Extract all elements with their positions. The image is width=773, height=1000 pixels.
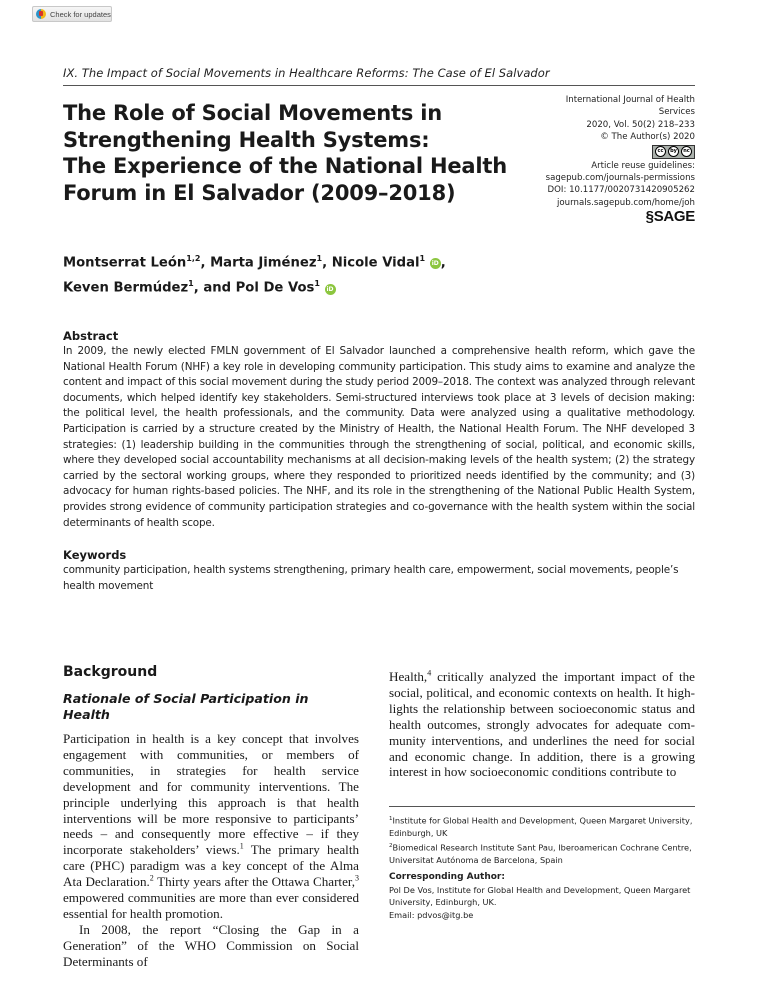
abstract-heading: Abstract bbox=[63, 329, 119, 343]
citation-ref[interactable]: 3 bbox=[355, 873, 359, 883]
abstract-section bbox=[63, 329, 695, 531]
citation-ref[interactable]: 4 bbox=[427, 668, 432, 678]
author-affiliation: 1 bbox=[188, 279, 194, 289]
journal-link[interactable]: journals.sagepub.com/home/joh bbox=[557, 197, 695, 208]
article-title bbox=[63, 100, 543, 206]
body-right-column bbox=[389, 669, 695, 780]
affiliation-number: 2 bbox=[389, 842, 393, 849]
keywords-heading: Keywords bbox=[63, 548, 127, 562]
citation-ref[interactable]: 1 bbox=[239, 841, 244, 851]
doi[interactable]: DOI: 10.1177/0020731420905262 bbox=[547, 185, 695, 196]
volume-info: 2020, Vol. 50(2) 218–233 bbox=[586, 119, 695, 130]
author-separator: , bbox=[322, 255, 332, 271]
author-affiliation: 1,2 bbox=[186, 254, 201, 263]
by-icon: by bbox=[668, 146, 679, 157]
sage-s-icon: § bbox=[645, 208, 654, 226]
orcid-icon[interactable]: iD bbox=[431, 260, 439, 268]
keywords-text: community participation, health systems strengthening, primary health care, empowerment, social movements, people’s health movement bbox=[63, 564, 679, 592]
journal-name: International Journal of Health bbox=[565, 95, 695, 105]
author-name: Marta Jiménez bbox=[210, 255, 317, 271]
citation-ref[interactable]: 2 bbox=[149, 873, 154, 883]
corresponding-author-text: Pol De Vos, Institute for Global Health and Development, Queen Margaret University, Edinburgh, UK. bbox=[389, 884, 691, 908]
copyright: © The Author(s) 2020 bbox=[600, 132, 695, 143]
reuse-label: Article reuse guidelines: bbox=[591, 160, 695, 171]
nc-icon: nc bbox=[681, 146, 692, 157]
reuse-link[interactable]: sagepub.com/journals-permissions bbox=[545, 173, 695, 184]
footnotes bbox=[389, 813, 699, 922]
corresponding-author-label: Corresponding Author: bbox=[389, 871, 505, 882]
author-name: Pol De Vos bbox=[235, 280, 315, 296]
affiliation-note bbox=[389, 840, 699, 867]
author-name: Montserrat León bbox=[63, 255, 187, 271]
author-separator: , and bbox=[193, 280, 236, 296]
author-separator: , bbox=[440, 255, 446, 271]
affiliation-number: 1 bbox=[389, 816, 393, 822]
author-affiliation: 1 bbox=[314, 279, 320, 289]
author-affiliation: 1 bbox=[419, 254, 426, 263]
paragraph-text: The primary health care (PHC) paradigm was a key concept of the Alma Ata Declaration. bbox=[63, 842, 360, 890]
header-divider bbox=[63, 85, 695, 86]
footnote-divider bbox=[389, 806, 695, 807]
email-label: Email: bbox=[389, 910, 418, 921]
body-paragraph bbox=[389, 669, 695, 780]
keywords-section bbox=[63, 548, 695, 594]
title-line: The Role of Social Movements in bbox=[63, 101, 443, 125]
license-row bbox=[495, 144, 695, 160]
journal-meta bbox=[495, 94, 695, 224]
title-line: The Experience of the National Health bbox=[63, 154, 507, 178]
body-paragraph bbox=[63, 731, 359, 922]
affiliation-text: Biomedical Research Institute Sant Pau, Iberoamerican Cochrane Centre, Universitat Autónoma de Barcelona, Spain bbox=[389, 842, 692, 866]
title-line: Forum in El Salvador (2009–2018) bbox=[63, 180, 456, 205]
author-name: Keven Bermúdez bbox=[63, 280, 189, 296]
crossmark-icon bbox=[36, 9, 46, 19]
orcid-icon[interactable]: iD bbox=[326, 285, 334, 293]
body-left-column bbox=[63, 663, 359, 970]
section-heading-background: Background bbox=[63, 664, 158, 680]
sage-logo bbox=[495, 208, 695, 226]
author-list bbox=[63, 248, 703, 299]
paragraph-text: empowered communities are more than ever considered essential for health promotion. bbox=[63, 890, 359, 921]
affiliation-note bbox=[389, 813, 699, 840]
title-line: Strengthening Health Systems: bbox=[63, 127, 430, 152]
author-name: Nicole Vidal bbox=[331, 255, 420, 271]
check-for-updates-label: Check for updates bbox=[50, 9, 111, 19]
publisher-name: SAGE bbox=[653, 208, 695, 226]
author-separator: , bbox=[200, 255, 211, 271]
email-link[interactable]: pdvos@itg.be bbox=[417, 910, 474, 921]
email-line bbox=[389, 909, 699, 922]
cc-icon: cc bbox=[655, 146, 666, 157]
paragraph-text: Health, bbox=[389, 669, 428, 684]
check-for-updates-button[interactable] bbox=[32, 6, 112, 22]
author-affiliation: 1 bbox=[316, 254, 323, 263]
cc-by-nc-license-icon[interactable] bbox=[652, 145, 695, 159]
paragraph-text: Thirty years after the Ottawa Charter, bbox=[153, 874, 355, 890]
body-paragraph: In 2008, the report “Closing the Gap in a Generation” of the WHO Commission on Social Determinants of bbox=[63, 921, 359, 969]
paragraph-text: Participation in health is a key concept that involves engagement with communities, or members of communities, in strategies for health service development and for community interventions. The principle underlying this approach is that health interventions will be more responsive to participants’ needs – and consequently more effective – if they incorporate stakeholders’ views. bbox=[63, 731, 359, 858]
affiliation-text: Institute for Global Health and Development, Queen Margaret University, Edinburgh, UK bbox=[389, 815, 693, 839]
subsection-heading: Rationale of Social Participation in Health bbox=[63, 691, 309, 722]
abstract-text: In 2009, the newly elected FMLN government of El Salvador launched a comprehensive health reform, which gave the National Health Forum (NHF) a key role in developing community participation. This study aims to examine and analyze the content and impact of this social movement during the study period 2009–2018. The context was analyzed through relevant documents, which helped identify key stakeholders. Semi-structured interviews took place at 3 levels of decision making: the political level, the health professionals, and the community. Data were analyzed using a qualitative methodology. Participation is carried by a structure created by the Ministry of Health, the National Health Forum. The NHF developed 3 strategies: (1) leadership building in the communities through the strengthening of social, political, and economic skills, where they developed social accountability mechanisms at all decision-making levels of the health system; (2) the strategy carried by the sectoral working groups, where they responded to prioritized needs identified by the community; and (3) advocacy for human rights-based policies. The NHF, and its role in the strengthening of the National Public Health System, provides strong evidence of community participation strategies and co-governance with the health system within the social determinants of health scope. bbox=[63, 345, 695, 529]
running-head: IX. The Impact of Social Movements in Healthcare Reforms: The Case of El Salvador bbox=[63, 66, 550, 80]
paragraph-text: critically analyzed the important impact of the social, political, and economic contexts on health. It highlights the relationship between socioeconomic status and health outcomes, strongly advocates for adequate community interventions, and underlines the need for social and economic change. In addition, there is a growing interest in how socioeconomic conditions contribute to bbox=[389, 669, 695, 780]
journal-name-cont: Services bbox=[658, 107, 695, 118]
